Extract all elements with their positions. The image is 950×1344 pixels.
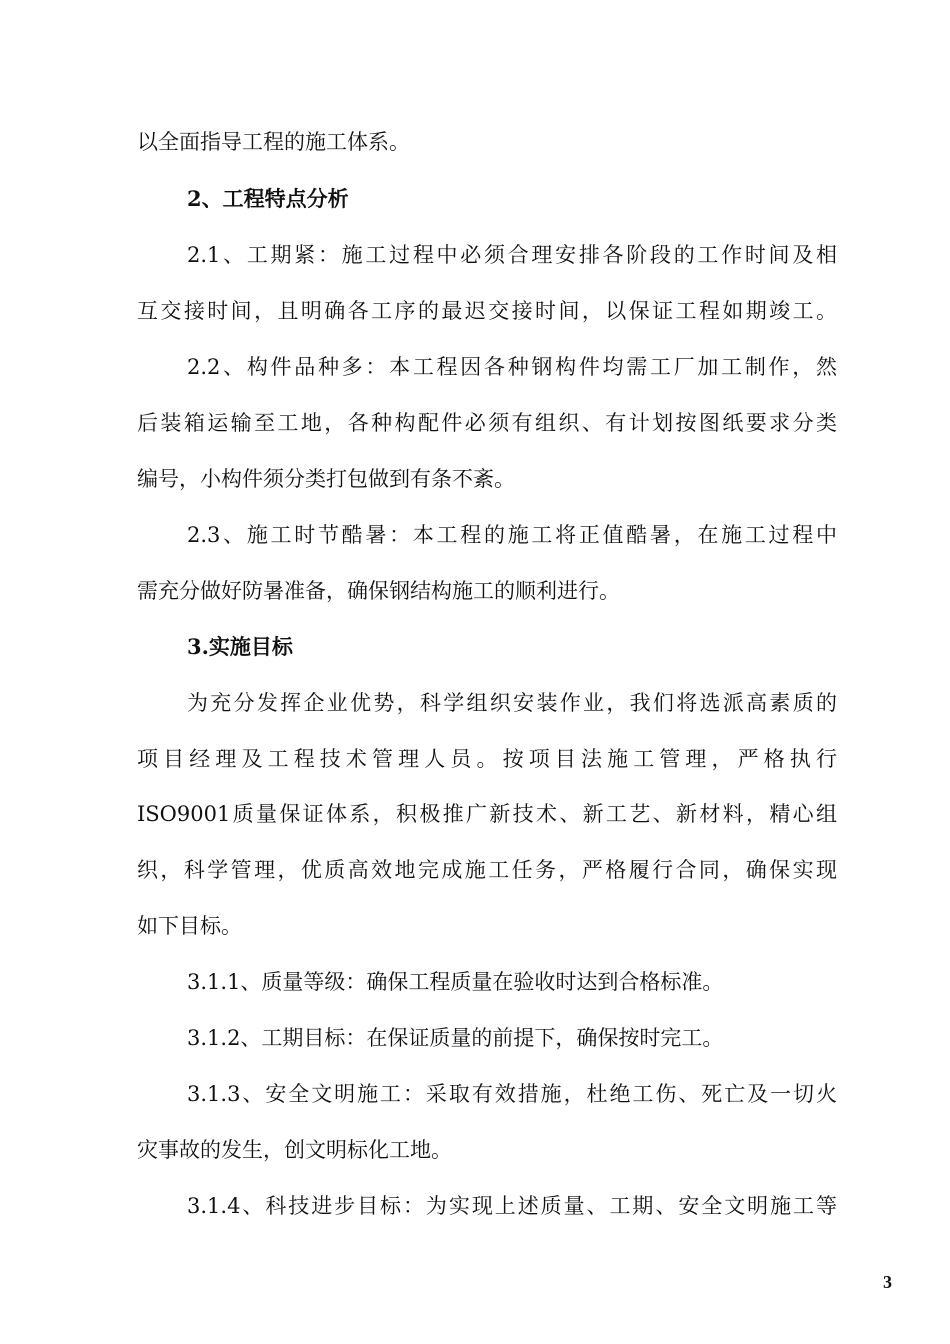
paragraph-line: 3.1.4、科技进步目标：为实现上述质量、工期、安全文明施工等	[187, 1194, 837, 1218]
paragraph-line: 3.1.2、工期目标：在保证质量的前提下，确保按时完工。	[187, 1026, 724, 1050]
paragraph-line: 后装箱运输至工地，各种构配件必须有组织、有计划按图纸要求分类	[137, 411, 837, 435]
paragraph-line: 项目经理及工程技术管理人员。按项目法施工管理，严格执行	[137, 747, 837, 771]
paragraph-line: 3.1.1、质量等级：确保工程质量在验收时达到合格标准。	[187, 970, 724, 994]
paragraph-line: 需充分做好防暑准备，确保钢结构施工的顺利进行。	[137, 579, 620, 603]
section-heading: 2、工程特点分析	[187, 186, 349, 211]
paragraph-line: 以全面指导工程的施工体系。	[137, 130, 410, 154]
section-heading: 3.实施目标	[187, 634, 293, 659]
paragraph-line: 2.1、工期紧：施工过程中必须合理安排各阶段的工作时间及相	[187, 243, 837, 267]
paragraph-line: 3.1.3、安全文明施工：采取有效措施，杜绝工伤、死亡及一切火	[187, 1082, 837, 1106]
paragraph-line: 2.2、构件品种多：本工程因各种钢构件均需工厂加工制作，然	[187, 355, 837, 379]
paragraph-line: 织，科学管理，优质高效地完成施工任务，严格履行合同，确保实现	[137, 858, 837, 882]
paragraph-line: ISO9001质量保证体系，积极推广新技术、新工艺、新材料，精心组	[137, 802, 837, 826]
paragraph-line: 如下目标。	[137, 914, 242, 938]
paragraph-line: 灾事故的发生，创文明标化工地。	[137, 1138, 452, 1162]
paragraph-line: 编号，小构件须分类打包做到有条不紊。	[137, 467, 515, 491]
paragraph-line: 为充分发挥企业优势，科学组织安装作业，我们将选派高素质的	[187, 691, 837, 715]
paragraph-line: 互交接时间，且明确各工序的最迟交接时间，以保证工程如期竣工。	[137, 299, 837, 323]
paragraph-line: 2.3、施工时节酷暑：本工程的施工将正值酷暑，在施工过程中	[187, 523, 837, 547]
page-number: 3	[883, 1272, 892, 1292]
